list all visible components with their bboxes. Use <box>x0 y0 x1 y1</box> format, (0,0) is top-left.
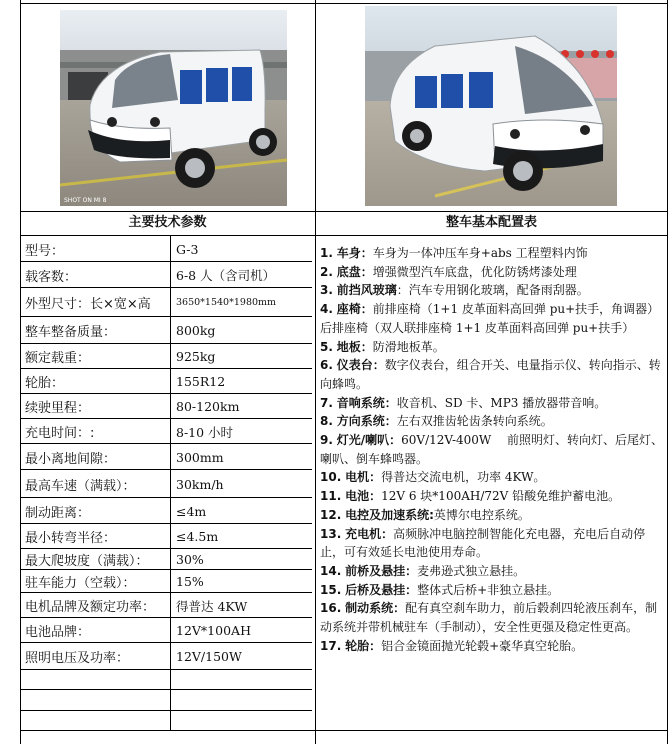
config-item-text: 前排座椅（1+1 皮革面料高回弹 pu+扶手，角调器）后排座椅（双人联排座椅 1+1 皮革面料高回弹 pu+扶手） <box>320 302 660 335</box>
spec-value: 300mm <box>176 449 224 465</box>
config-item-text: 12V 6 块*100AH/72V 铅酸免维护蓄电池。 <box>381 489 621 504</box>
spec-label: 照明电压及功率： <box>25 651 130 666</box>
spec-label: 最小转弯半径： <box>25 531 117 546</box>
config-item <box>320 281 664 300</box>
spec-row <box>20 593 312 618</box>
config-item <box>320 263 664 282</box>
config-item <box>320 394 664 413</box>
spec-label: 型号： <box>25 243 65 259</box>
spec-value <box>176 711 312 730</box>
spec-value: 30km/h <box>176 476 224 492</box>
config-item-number: 13. <box>320 526 342 541</box>
spec-value: 8-10 小时 <box>176 424 234 440</box>
config-item-text: 高频脉冲电脑控制智能化充电器，充电后自动停止，可有效延长电池使用寿命。 <box>320 526 646 560</box>
spec-label: 充电时间：: <box>25 426 95 441</box>
spec-value: 3650*1540*1980mm <box>176 297 277 308</box>
config-item-text: 车身为一体冲压车身+abs 工程塑料内饰 <box>372 246 588 260</box>
spec-row <box>20 570 312 593</box>
config-item-text: 60V/12V-400W 前照明灯、转向灯、后尾灯、喇叭、倒车蜂鸣器。 <box>320 433 664 466</box>
config-item-key: 灯光/喇叭： <box>336 433 402 448</box>
config-item-key: 底盘： <box>336 264 373 279</box>
spec-row <box>20 711 312 730</box>
config-item-number: 17. <box>320 638 342 653</box>
config-item-key: 电控及加速系统: <box>345 507 434 522</box>
spec-label: 续驶里程： <box>25 401 91 416</box>
config-item-number: 2. <box>320 264 333 279</box>
config-item-text: 防滑地板革。 <box>372 339 445 354</box>
spec-row <box>20 498 312 524</box>
config-item <box>320 300 664 337</box>
spec-label: 载客数： <box>25 269 78 285</box>
table-bottom-line <box>20 730 668 731</box>
config-item-text: 麦弗逊式独立悬挂。 <box>417 563 526 578</box>
config-item-key: 前桥及悬挂： <box>345 563 418 578</box>
config-item <box>320 356 664 393</box>
config-item-text: 配有真空刹车助力，前后毂刹四轮液压刹车，制动系统并带机械驻车（手制动），安全性更强及稳定性更高。 <box>320 601 658 635</box>
spec-label <box>25 670 170 690</box>
config-item-number: 16. <box>320 601 342 616</box>
vehicle-photo-right <box>365 6 617 206</box>
spec-row <box>20 317 312 344</box>
config-item-text: 数字仪表台，组合开关、电量指示仪、转向指示、转向蜂鸣。 <box>320 358 661 391</box>
specs-header: 主要技术参数 <box>128 215 207 230</box>
config-item-text: 收音机、SD 卡、MP3 播放器带音响。 <box>396 395 607 410</box>
spec-label: 最小离地间隙： <box>25 451 117 467</box>
spec-value: 6-8 人（含司机） <box>176 268 276 283</box>
config-item-key: 车身： <box>336 246 373 260</box>
spec-label: 轮胎： <box>25 376 65 391</box>
spec-row <box>20 344 312 369</box>
spec-row <box>20 369 312 394</box>
config-item-number: 8. <box>320 414 333 429</box>
config-item-key: 座椅： <box>336 302 373 317</box>
config-item-number: 14. <box>320 563 342 578</box>
config-item-text: ：汽车专用钢化玻璃，配备雨刮器。 <box>396 283 589 298</box>
config-item <box>320 244 664 263</box>
config-item <box>320 468 664 487</box>
spec-value: 12V/150W <box>176 649 242 664</box>
spec-row <box>20 444 312 470</box>
spec-value: 155R12 <box>176 374 226 389</box>
config-item-number: 3. <box>320 283 333 298</box>
config-item-key: 制动系统： <box>345 601 406 616</box>
config-item-key: 仪表台： <box>336 358 385 373</box>
config-item-key: 地板： <box>336 339 373 354</box>
spec-label: 驻车能力（空载）： <box>25 576 136 591</box>
spec-row <box>20 670 312 690</box>
config-item-key: 充电机： <box>345 526 394 541</box>
spec-value: 15% <box>176 574 204 589</box>
spec-value: ≤4.5m <box>176 529 219 544</box>
spec-value <box>176 690 312 711</box>
spec-label <box>25 690 170 711</box>
config-header: 整车基本配置表 <box>445 215 537 230</box>
config-item-number: 15. <box>320 582 342 597</box>
spec-row <box>20 236 312 262</box>
config-item-number: 5. <box>320 339 333 354</box>
spec-label: 最大爬坡度（满载）： <box>25 554 149 569</box>
config-item <box>320 412 664 431</box>
table-border-right <box>667 0 668 744</box>
spec-label: 额定载重： <box>25 351 91 366</box>
config-item-number: 4. <box>320 302 333 317</box>
spec-label: 外型尺寸：长×宽×高 <box>25 297 151 312</box>
spec-value: 30% <box>176 552 204 567</box>
config-item <box>320 599 664 636</box>
spec-sheet <box>20 0 668 744</box>
spec-value: 80-120km <box>176 399 240 414</box>
spec-row <box>20 419 312 444</box>
config-item-number: 12. <box>320 507 342 522</box>
spec-row <box>20 394 312 419</box>
spec-label: 电池品牌： <box>25 625 91 640</box>
spec-label: 整车整备质量： <box>25 325 117 340</box>
config-item-key: 电池： <box>345 489 382 504</box>
config-item-number: 11. <box>320 489 342 504</box>
config-item-key: 前挡风玻璃 <box>336 283 397 298</box>
spec-value: 得普达 4KW <box>176 598 248 614</box>
table-border-top <box>20 3 668 4</box>
spec-value: 12V*100AH <box>176 623 251 638</box>
config-item-key: 轮胎： <box>345 638 382 653</box>
config-item-text: 英博尔电控系统。 <box>433 507 530 522</box>
config-item-text: 增强微型汽车底盘，优化防锈烤漆处理 <box>372 264 577 279</box>
config-item-number: 6. <box>320 358 333 373</box>
config-item <box>320 525 664 562</box>
config-list <box>320 244 664 655</box>
config-item-key: 后桥及悬挂： <box>345 582 418 597</box>
spec-value: ≤4m <box>176 503 207 519</box>
spec-label: 制动距离： <box>25 505 91 521</box>
config-item-text: 左右双推齿轮齿条转向系统。 <box>396 414 553 429</box>
config-item-key: 电机： <box>345 470 382 485</box>
spec-row <box>20 288 312 317</box>
spec-row <box>20 262 312 288</box>
spec-value: G-3 <box>176 241 199 257</box>
config-item <box>320 581 664 600</box>
spec-value: 925kg <box>176 349 216 364</box>
config-item <box>320 431 664 468</box>
config-item-number: 10. <box>320 470 342 485</box>
table-divider-center <box>315 0 316 744</box>
spec-row <box>20 618 312 643</box>
config-item-text: 铝合金镜面抛光轮毂+豪华真空轮胎。 <box>381 638 584 653</box>
config-item <box>320 562 664 581</box>
config-item-text: 整体式后桥+非独立悬挂。 <box>417 582 560 597</box>
config-item-text: 得普达交流电机，功率 4KW。 <box>381 470 546 485</box>
spec-label: 最高车速（满载）： <box>25 478 136 494</box>
photo-caption: SHOT ON MI 8 <box>64 197 107 204</box>
config-item <box>320 338 664 357</box>
config-item <box>320 506 664 525</box>
spec-row <box>20 524 312 549</box>
config-item-number: 7. <box>320 395 333 410</box>
spec-row <box>20 690 312 711</box>
spec-row <box>20 470 312 498</box>
spec-label: 电机品牌及额定功率： <box>25 600 156 615</box>
spec-label <box>25 711 170 730</box>
spec-row <box>20 643 312 670</box>
config-item-number: 1. <box>320 246 333 260</box>
config-item <box>320 637 664 656</box>
spec-value: 800kg <box>176 323 216 338</box>
config-item-number: 9. <box>320 433 333 448</box>
spec-value <box>176 670 312 690</box>
config-item-key: 方向系统： <box>336 414 397 429</box>
spec-row <box>20 549 312 570</box>
config-item-key: 音响系统： <box>336 395 397 410</box>
config-item <box>320 487 664 506</box>
vehicle-photo-left <box>60 10 287 206</box>
